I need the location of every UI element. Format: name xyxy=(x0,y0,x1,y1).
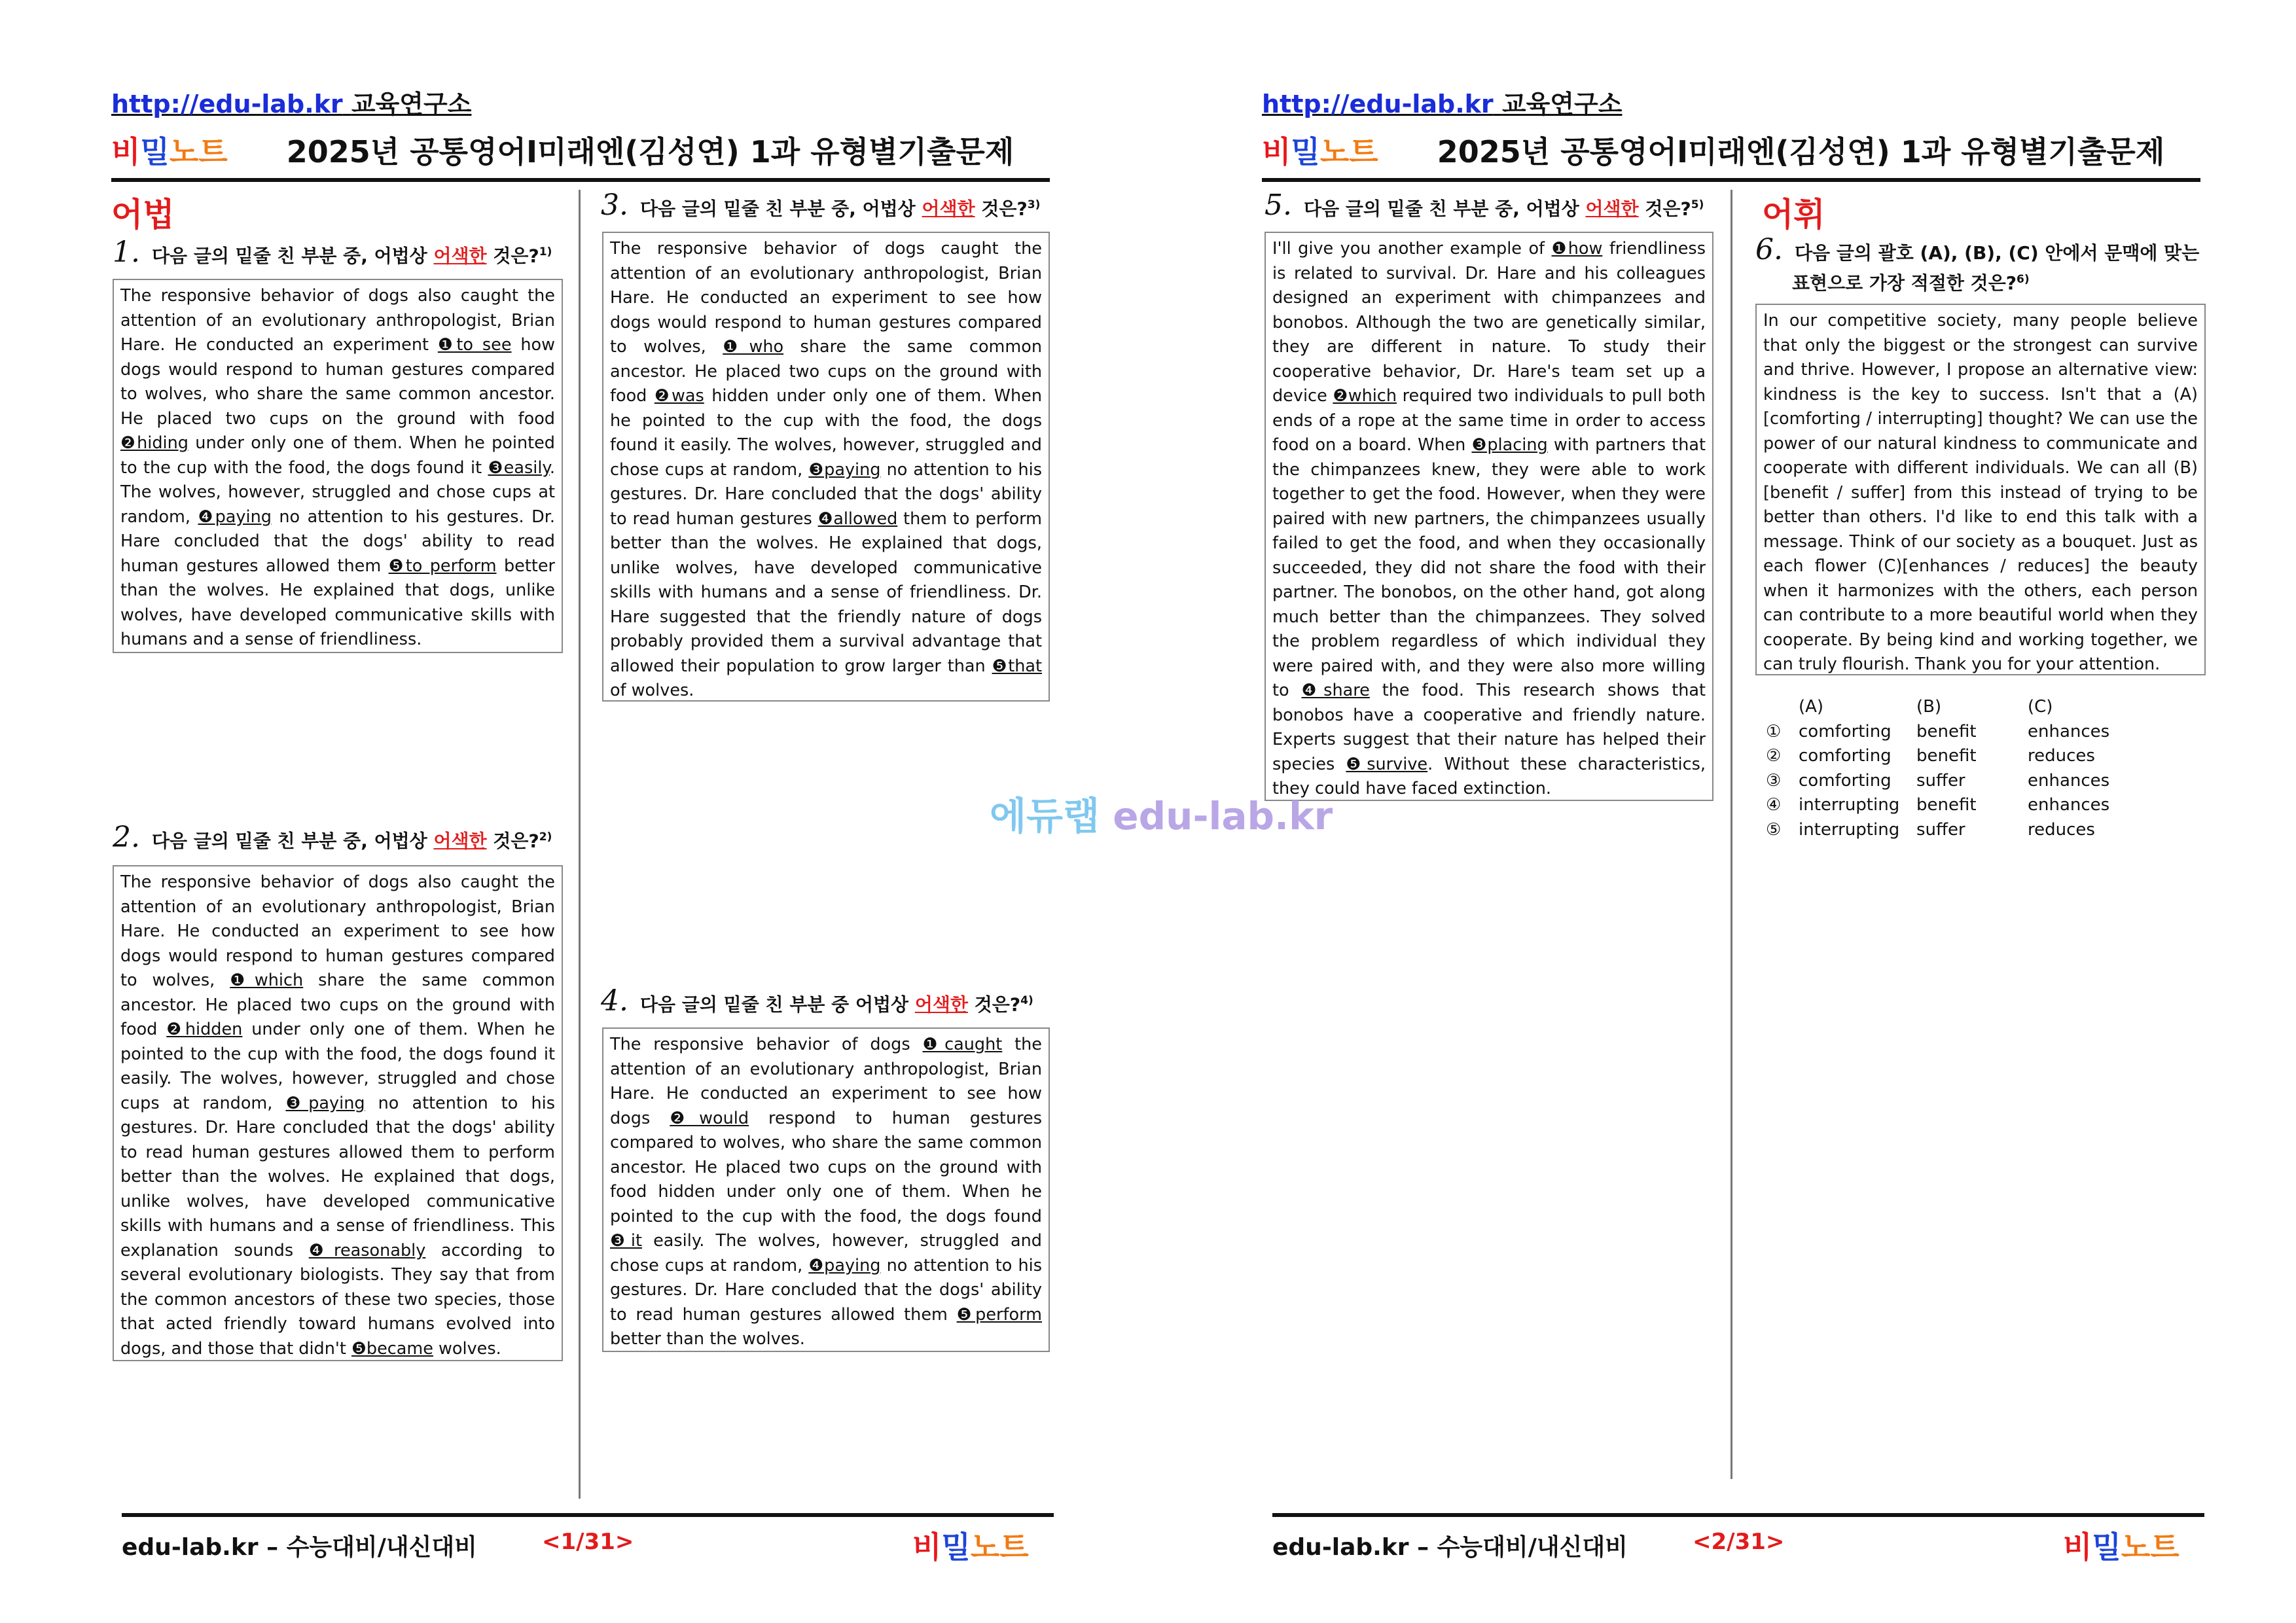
choice-3: ❸placing xyxy=(1471,435,1548,455)
section-grammar: 어법 xyxy=(111,196,175,234)
choice-3: ❸paying xyxy=(285,1093,365,1113)
header-rule xyxy=(111,178,1050,182)
footer-rule xyxy=(1272,1513,2204,1517)
choice-3: ❸paying xyxy=(808,459,881,480)
question-5-passage: I'll give you another example of ❶how friendliness is related to survival. Dr. Hare and his colleagues designed an experiment with chimpanzees and bonobos. Although the two are genetically similar, they are different in nature. To study their cooperative behavior, Dr. Hare's team set up a device ❷which required two individuals to pull both ends of a rope at the same time in order to access food on a board. When ❸placing with partners that the chimpanzees knew, they were able to work together to get the food. However, when they were paired with new partners, the chimpanzees usually failed to get the food, and when they occasionally succeeded, they did not share the food with their partner. The bonobos, on the other hand, got along much better than the chimpanzees. They solved the problem regardless of which individual they were paired with, and they were also more willing to ❹share the food. This research shows that bonobos have a cooperative and friendly nature. Experts suggest that their nature has helped their species ❺survive. Without these characteristics, they could have faced extinction. xyxy=(1265,232,1713,801)
exam-title: 2025년 공통영어Ⅰ미래엔(김성연) 1과 유형별기출문제 xyxy=(1437,134,2165,169)
choice-2: ❷which xyxy=(1333,386,1397,406)
choice-3: ❸it xyxy=(610,1231,642,1251)
option-2[interactable]: ② comforting benefit reduces xyxy=(1766,746,2095,766)
question-1-passage: The responsive behavior of dogs also caught the attention of an evolutionary anthropologist, Brian Hare. He conducted an experiment ❶to see how dogs would respond to human gestures compared to wolves, who share the same common ancestor. He placed two cups on the ground with food ❷hiding under only one of them. When he pointed to the cup with the food, the dogs found it ❸easily. The wolves, however, struggled and chose cups at random, ❹paying no attention to his gestures. Dr. Hare concluded that the dogs' ability to read human gestures allowed them ❺to perform better than the wolves. He explained that dogs, unlike wolves, have developed communicative skills with humans and a sense of friendliness. xyxy=(113,279,563,653)
choice-4: ❹allowed xyxy=(817,508,898,529)
choice-5: ❺perform xyxy=(956,1304,1042,1325)
option-4[interactable]: ④ interrupting benefit enhances xyxy=(1766,795,2110,815)
options-header: (A) (B) (C) xyxy=(1799,697,2053,717)
choice-1: ❶caught xyxy=(922,1035,1003,1054)
option-3[interactable]: ③ comforting suffer enhances xyxy=(1766,770,2110,791)
watermark: 에듀랩 edu-lab.kr xyxy=(990,794,1333,838)
option-5[interactable]: ⑤ interrupting suffer reduces xyxy=(1766,819,2095,840)
question-6-stem: 6. 다음 글의 괄호 (A), (B), (C) 안에서 문맥에 맞는 표현으로 가장 적절한 것은?$^{6)}$ xyxy=(1755,233,2200,294)
site-link[interactable] xyxy=(111,84,471,120)
choice-5: ❺survive xyxy=(1346,754,1428,774)
question-2-stem: 2. 다음 글의 밑줄 친 부분 중, 어법상 어색한 것은?$^{2)}$ xyxy=(113,821,552,855)
answer-options xyxy=(1766,695,2139,842)
question-5-stem: 5. 다음 글의 밑줄 친 부분 중, 어법상 어색한 것은?$^{5)}$ xyxy=(1265,188,1704,223)
site-link[interactable] xyxy=(1262,84,1622,120)
footer-brand-logo: 비밀노트 xyxy=(2063,1529,2179,1565)
choice-4: ❹paying xyxy=(198,507,272,527)
footer-rule xyxy=(122,1513,1054,1517)
choice-1: ❶to see xyxy=(437,335,512,355)
column-separator xyxy=(579,190,581,1499)
brand-logo: 비밀노트 xyxy=(1262,134,1378,169)
choice-2: ❷would xyxy=(670,1108,749,1128)
question-1-stem: 1. 다음 글의 밑줄 친 부분 중, 어법상 어색한 것은?$^{1)}$ xyxy=(113,236,552,270)
question-2-passage: The responsive behavior of dogs also caught the attention of an evolutionary anthropologist, Brian Hare. He conducted an experiment to see how dogs would respond to human gestures compared to wolves, ❶which share the same common ancestor. He placed two cups on the ground with food ❷hidden under only one of them. When he pointed to the cup with the food, the dogs found it easily. The wolves, however, struggled and chose cups at random, ❸paying no attention to his gestures. Dr. Hare concluded that the dogs' ability to read human gestures allowed them to perform better than the wolves. He explained that dogs, unlike wolves, have developed communicative skills with humans and a sense of friendliness. This explanation sounds ❹reasonably according to several evolutionary biologists. They say that from the common ancestors of these two species, those that acted friendly toward humans evolved into dogs, and those that didn't ❺became wolves. xyxy=(113,865,563,1361)
footer-text: edu-lab.kr – 수능대비/내신대비 xyxy=(122,1534,477,1561)
choice-5: ❺to perform xyxy=(388,556,497,576)
site-institute: 교육연구소 xyxy=(351,90,472,118)
choice-4: ❹share xyxy=(1301,681,1370,700)
footer-text: edu-lab.kr – 수능대비/내신대비 xyxy=(1272,1534,1628,1561)
choice-2: ❷hiding xyxy=(120,433,188,453)
question-4-passage: The responsive behavior of dogs ❶caught the attention of an evolutionary anthropologist, Brian Hare. He conducted an experiment to see how dogs ❷would respond to human gestures compared to wolves, who share the same common ancestor. He placed two cups on the ground with food hidden under only one of them. When he pointed to the cup with the food, the dogs found ❸it easily. The wolves, however, struggled and chose cups at random, ❹paying no attention to his gestures. Dr. Hare concluded that the dogs' ability to read human gestures allowed them ❺perform better than the wolves. xyxy=(602,1027,1050,1352)
choice-1: ❶how xyxy=(1551,239,1603,259)
site-institute: 교육연구소 xyxy=(1501,90,1623,118)
site-url[interactable]: http://edu-lab.kr xyxy=(1262,90,1494,118)
site-url[interactable]: http://edu-lab.kr xyxy=(111,90,343,118)
question-3-passage: The responsive behavior of dogs caught the attention of an evolutionary anthropologist, Brian Hare. He conducted an experiment to see how dogs would respond to human gestures compared to wolves, ❶who share the same common ancestor. He placed two cups on the ground with food ❷was hidden under only one of them. When he pointed to the cup with the food, the dogs found it easily. The wolves, however, struggled and chose cups at random, ❸paying no attention to his gestures. Dr. Hare concluded that the dogs' ability to read human gestures ❹allowed them to perform better than the wolves. He explained that dogs, unlike wolves, have developed communicative skills with humans and a sense of friendliness. Dr. Hare suggested that the friendly nature of dogs probably provided them a survival advantage that allowed their population to grow larger than ❺that of wolves. xyxy=(602,232,1050,702)
header-rule xyxy=(1262,178,2200,182)
exam-title: 2025년 공통영어Ⅰ미래엔(김성연) 1과 유형별기출문제 xyxy=(286,134,1014,169)
page-number: <1/31> xyxy=(542,1529,634,1555)
choice-4: ❹paying xyxy=(808,1255,881,1275)
question-4-stem: 4. 다음 글의 밑줄 친 부분 중 어법상 어색한 것은?$^{4)}$ xyxy=(601,984,1033,1018)
section-vocab: 어휘 xyxy=(1762,196,1825,234)
page-title xyxy=(1262,128,2164,171)
question-6-passage: In our competitive society, many people believe that only the biggest or the strongest can survive and thrive. However, I propose an alternative view: kindness is the key to success. Isn't that a (A)[comforting / interrupting] thought? We can use the power of our natural kindness to communicate and cooperate with different individuals. We can all (B)[benefit / suffer] from this instead of trying to be better than others. I'd like to end this talk with a message. Think of our society as a bouquet. Just as each flower (C)[enhances / reduces] the beauty when it harmonizes with the others, each person can contribute to a more beautiful world when they cooperate. By being kind and working together, we can truly flourish. Thank you for your attention. xyxy=(1755,304,2206,675)
column-separator xyxy=(1731,190,1732,1479)
choice-1: ❶which xyxy=(230,971,304,990)
option-1[interactable]: ① comforting benefit enhances xyxy=(1766,721,2110,741)
choice-5: ❺became xyxy=(351,1338,433,1359)
page-title xyxy=(111,128,1014,171)
page-number: <2/31> xyxy=(1693,1529,1785,1555)
footer-brand-logo: 비밀노트 xyxy=(912,1529,1029,1565)
choice-3: ❸easily xyxy=(488,457,550,478)
question-3-stem: 3. 다음 글의 밑줄 친 부분 중, 어법상 어색한 것은?$^{3)}$ xyxy=(601,188,1041,223)
choice-1: ❶who xyxy=(723,337,784,357)
choice-5: ❺that xyxy=(992,656,1042,676)
choice-2: ❷hidden xyxy=(166,1020,243,1039)
choice-2: ❷was xyxy=(654,386,704,406)
choice-4: ❹reasonably xyxy=(308,1240,426,1260)
brand-logo: 비밀노트 xyxy=(111,134,228,169)
